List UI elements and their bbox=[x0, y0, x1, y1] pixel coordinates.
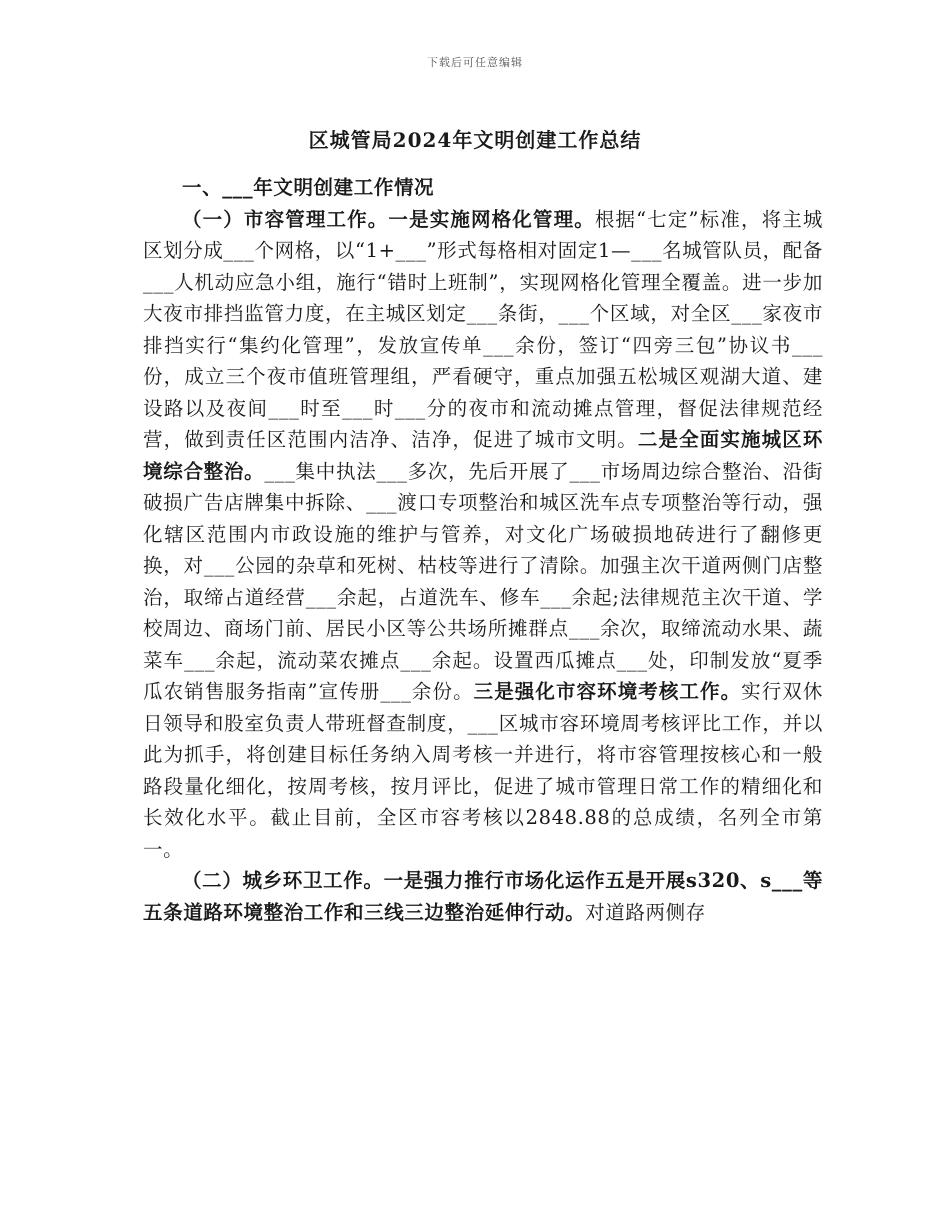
document-title: 区城管局2024年文明创建工作总结 bbox=[308, 128, 642, 152]
paragraph-text: ___集中执法___多次，先后开展了___市场周边综合整治、沿街破损广告店牌集中拆除、___渡口专项整治和城区洗车点专项整治等行动，强化辖区范围内市政设施的维护与管养，对文化广场破损地砖进行了翻修更换，对___公园的杂草和死树、枯枝等进行了清除。加强主次干道两侧门店整治，取缔占道经营___余起，占道洗车、修车___余起;法律规范主次干道、学校周边、商场门前、居民小区等公共场所摊群点___余次，取缔流动水果、蔬菜车___余起，流动菜农摊点___余起。设置西瓜摊点___处，印制发放“夏季瓜农销售服务指南”宣传册___余份。 bbox=[143, 459, 824, 703]
paragraph-lead: （一）市容管理工作。一是实施网格化管理。 bbox=[182, 207, 595, 231]
section-heading: 一、___年文明创建工作情况 bbox=[182, 176, 435, 199]
header-note: 下载后可任意编辑 bbox=[427, 56, 523, 69]
paragraph-market-management bbox=[143, 204, 823, 866]
paragraph-lead: （二）城乡环卫工作。一是强力推行市场化运作五是开展s320、s___等五条道路环境整治工作和三线三边整治延伸行动。 bbox=[143, 869, 823, 924]
paragraph-subheading: 二是全面实施城区环境综合整治。 bbox=[143, 428, 823, 483]
paragraph-text: 对道路两侧存 bbox=[585, 900, 706, 924]
document-body bbox=[143, 172, 823, 928]
paragraph-sanitation bbox=[143, 865, 823, 928]
paragraph-text: 实行双休日领导和股室负责人带班督查制度，___区城市容环境周考核评比工作，并以此为抓手，将创建目标任务纳入周考核一并进行，将市容管理按核心和一般路段量化细化，按周考核，按月评比，促进了城市管理日常工作的精细化和长效化水平。截止目前，全区市容考核以2848.88的总成绩，名列全市第一。 bbox=[143, 680, 823, 861]
paragraph-subheading: 三是强化市容环境考核工作。 bbox=[473, 680, 742, 703]
paragraph-text: 根据“七定”标准，将主城区划分成___个网格，以“1+___”形式每格相对固定1—___名城管队员，配备___人机动应急小组，施行“错时上班制”，实现网格化管理全覆盖。进一步加大夜市排挡监管力度，在主城区划定___条街，___个区域，对全区___家夜市排挡实行“集约化管理”，发放宣传单___余份，签订“四旁三包”协议书___份，成立三个夜市值班管理组，严看硬守，重点加强五松城区观湖大道、建设路以及夜间___时至___时___分的夜市和流动摊点管理，督促法律规范经营，做到责任区范围内洁净、洁净，促进了城市文明。 bbox=[143, 207, 823, 451]
